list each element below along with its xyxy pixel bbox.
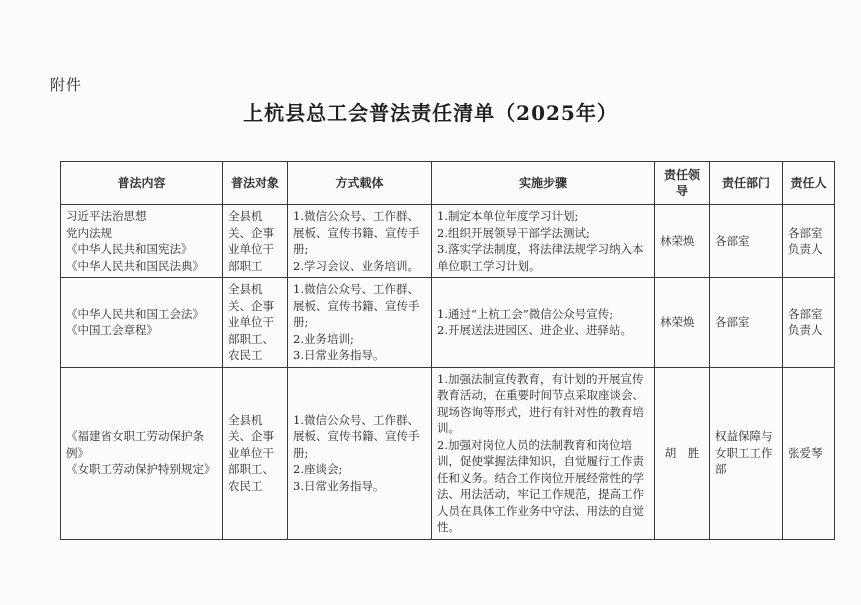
cell-method bbox=[288, 278, 432, 368]
step-line: 1.加强法制宣传教育，有计划的开展宣传教育活动，在重要时间节点采取座谈会、现场咨询等形式，进行有针对性的教育培训。 bbox=[437, 371, 644, 435]
page-title: 上杭县总工会普法责任清单（2025年） bbox=[243, 101, 618, 125]
table-header-row bbox=[61, 162, 835, 205]
header-method: 方式载体 bbox=[288, 162, 432, 205]
method-line: 3.日常业务指导。 bbox=[293, 348, 385, 362]
method-line: 1.微信公众号、工作群、展板、宣传书籍、宣传手册; bbox=[293, 412, 420, 460]
step-line: 2.开展送法进园区、进企业、进驿站。 bbox=[437, 323, 632, 338]
header-target: 普法对象 bbox=[223, 162, 288, 205]
header-dept: 责任部门 bbox=[710, 162, 783, 205]
cell-content bbox=[61, 367, 223, 539]
step-line: 3.落实学法制度，将法律法规学习纳入本单位职工学习计划。 bbox=[437, 242, 644, 273]
step-line: 2.组织开展领导干部学法测试; bbox=[437, 225, 590, 240]
cell-steps bbox=[432, 367, 655, 539]
cell-method bbox=[288, 205, 432, 278]
step-line: 2.加强对岗位人员的法制教育和岗位培训，促使掌握法律知识，自觉履行工作责任和义务。结合工作岗位开展经常性的学法、用法活动，牢记工作规范，提高工作人员在具体工作业务中守法、用法的自觉性。 bbox=[437, 437, 644, 534]
cell-method bbox=[288, 367, 432, 539]
cell-target: 全县机关、企事业单位干部职工、农民工 bbox=[223, 367, 288, 539]
header-steps: 实施步骤 bbox=[432, 162, 655, 205]
header-content: 普法内容 bbox=[61, 162, 223, 205]
method-line: 1.微信公众号、工作群、展板、宣传书籍、宣传手册; bbox=[293, 282, 420, 329]
content-line: 《中国工会章程》 bbox=[66, 323, 158, 338]
method-line: 1.微信公众号、工作群、展板、宣传书籍、宣传手册; bbox=[293, 209, 420, 256]
cell-steps bbox=[432, 278, 655, 368]
content-line: 《女职工劳动保护特别规定》 bbox=[66, 462, 216, 477]
content-line: 党内法规 bbox=[66, 225, 112, 240]
cell-dept: 权益保障与女职工工作部 bbox=[710, 367, 783, 539]
cell-leader: 林荣焕 bbox=[655, 205, 710, 278]
table-row bbox=[61, 205, 835, 278]
cell-person: 各部室负责人 bbox=[783, 278, 835, 368]
content-line: 《中华人民共和国工会法》 bbox=[66, 306, 204, 321]
content-line: 习近平法治思想 bbox=[66, 209, 147, 223]
method-line: 2.业务培训; bbox=[293, 331, 354, 346]
cell-person: 张爱琴 bbox=[783, 367, 835, 539]
content-line: 《福建省女职工劳动保护条例》 bbox=[66, 429, 204, 460]
attachment-label: 附件 bbox=[50, 76, 83, 94]
table-row bbox=[61, 367, 835, 539]
cell-target: 全县机关、企事业单位干部职工 bbox=[223, 205, 288, 278]
step-line: 1.制定本单位年度学习计划; bbox=[437, 209, 579, 223]
method-line: 2.学习会议、业务培训。 bbox=[293, 258, 419, 273]
cell-dept: 各部室 bbox=[710, 205, 783, 278]
cell-person: 各部室负责人 bbox=[783, 205, 835, 278]
content-line: 《中华人民共和国民法典》 bbox=[66, 258, 204, 273]
content-line: 《中华人民共和国宪法》 bbox=[66, 242, 193, 256]
table-row bbox=[61, 278, 835, 368]
header-leader: 责任领导 bbox=[655, 162, 710, 205]
method-line: 2.座谈会; bbox=[293, 462, 343, 477]
cell-content bbox=[61, 205, 223, 278]
cell-leader: 胡 胜 bbox=[655, 367, 710, 539]
cell-steps bbox=[432, 205, 655, 278]
cell-leader: 林荣焕 bbox=[655, 278, 710, 368]
step-line: 1.通过“上杭工会”微信公众号宣传; bbox=[437, 306, 614, 321]
responsibility-table bbox=[60, 161, 835, 540]
cell-content bbox=[61, 278, 223, 368]
header-person: 责任人 bbox=[783, 162, 835, 205]
cell-dept: 各部室 bbox=[710, 278, 783, 368]
method-line: 3.日常业务指导。 bbox=[293, 478, 385, 493]
cell-target: 全县机关、企事业单位干部职工、农民工 bbox=[223, 278, 288, 368]
